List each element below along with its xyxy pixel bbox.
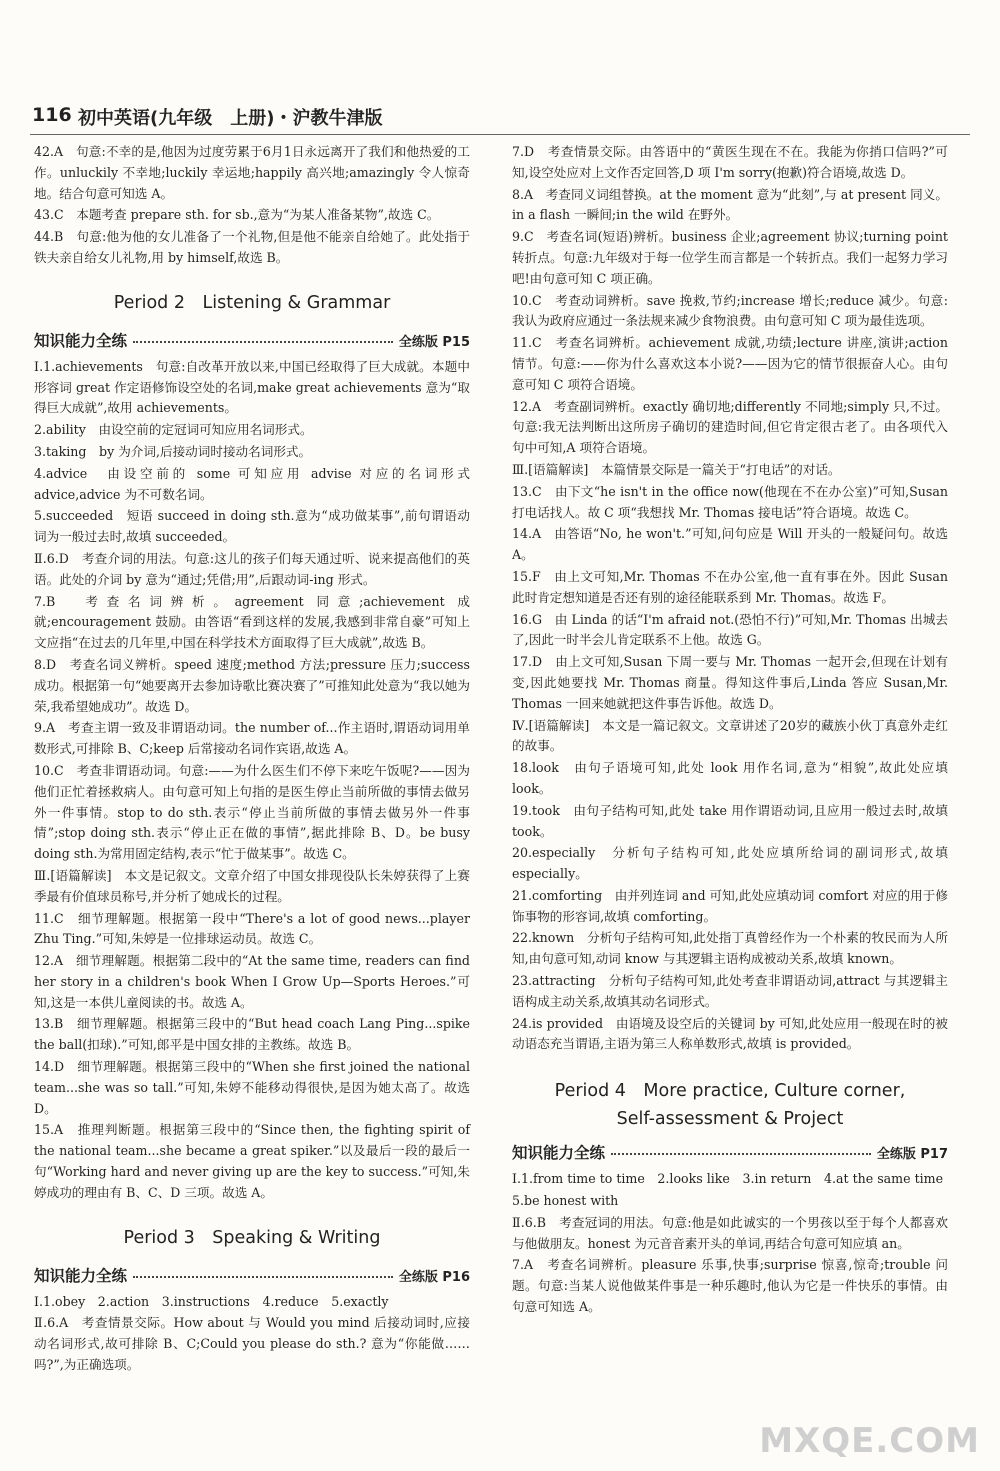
- answer-item: 10.C 考查非谓语动词。句意:——为什么医生们不停下来吃午饭呢?——因为他们正忙着拯救病人。由句意可知上句指的是医生停止当前所做的事情去做另外一件事情。stop to do sth.表示“停止当前所做的事情去做另外一件事情”;stop doing sth.表示“停止正在做的事情”,据此排除 B、D。be busy doing sth.为常用固定结构,表示“忙于做某事”。故选 C。: [34, 762, 470, 862]
- period-heading: Period 2 Listening & Grammar: [113, 292, 391, 313]
- header-rule: [30, 134, 970, 135]
- answer-item: 20.especially 分析句子结构可知,此处应填所给词的副词形式,故填 especially。: [512, 845, 948, 882]
- period-heading-line: Self-assessment & Project: [616, 1109, 844, 1130]
- answer-item: 15.A 推理判断题。根据第三段中的“Since then, the fighting spirit of the national team...she became a great spiker.”以及最后一段的最后一句“Working hard and never giving up are the key to success.”可知,朱婷成功的理由有 B、C、D 三项。故选 A。: [34, 1122, 470, 1200]
- right-column: [512, 142, 948, 1319]
- answer-item: 44.B 句意:他为他的女儿准备了一个礼物,但是他不能亲自给她了。此处指于铁夫亲自给女儿礼物,用 by himself,故选 B。: [34, 229, 470, 265]
- section-heading: [512, 1141, 948, 1163]
- answer-item: 10.C 考查动词辨析。save 挽救,节约;increase 增长;reduce 减少。句意:我认为政府应通过一条法规来减少食物浪费。由句意可知 C 项为最佳选项。: [512, 292, 948, 329]
- answer-item: 13.C 由下文“he isn't in the office now(他现在不在办公室)”可知,Susan 打电话找人。故 C 项“我想找 Mr. Thomas 接电话”符合语境。故选 C。: [512, 483, 948, 520]
- answer-item: 8.A 考查同义词组替换。at the moment 意为“此刻”,与 at present 同义。in a flash 一瞬间;in the wild 在野外。: [512, 186, 948, 223]
- answer-item: 19.took 由句子结构可知,此处 take 用作谓语动词,且应用一般过去时,故填 took。: [512, 802, 948, 839]
- answer-item: 22.known 分析句子结构可知,此处指丁真曾经作为一个朴素的牧民而为人所知,由句意可知,动词 know 与其逻辑主语构成被动关系,故填 known。: [512, 930, 948, 967]
- answer-item: Ⅱ.6.A 考查情景交际。How about 与 Would you mind 后接动词时,应接动名词形式,故可排除 B、C;Could you please do sth.? 意为“你能做……吗?”,为正确选项。: [34, 1315, 470, 1373]
- section-label: 知识能力全练: [512, 1144, 606, 1163]
- period-heading: [512, 1077, 948, 1133]
- period-heading: Period 3 Speaking & Writing: [123, 1227, 381, 1248]
- answer-item: 12.A 细节理解题。根据第二段中的“At the same time, readers can find her story in a children's book When I Grow Up—Sports Heroes.”可知,这是一本供儿童阅读的书。故选 A。: [34, 953, 470, 1010]
- answer-item: 24.is provided 由语境及设空后的关键词 by 可知,此处应用一般现在时的被动语态充当谓语,主语为第三人称单数形式,故填 is provided。: [512, 1015, 948, 1052]
- answer-item: 5.be honest with: [512, 1193, 619, 1209]
- section-label: 知识能力全练: [34, 1266, 128, 1285]
- answer-item: Ⅲ.[语篇解读] 本文是记叙文。文章介绍了中国女排现役队长朱婷获得了上赛季最有价值球员称号,并分析了她成长的过程。: [34, 867, 470, 904]
- book-title: 初中英语(九年级 上册)・沪教牛津版: [78, 108, 383, 129]
- answer-item: 7.B 考查名词辨析。agreement 同意;achievement 成就;encouragement 鼓励。由答语“看到这样的发展,我感到非常自豪”可知上文应指“在过去的几年里,中国在科学技术方面取得了巨大成就”,故选 B。: [34, 593, 470, 651]
- answer-item: 7.A 考查名词辨析。pleasure 乐事,快事;surprise 惊喜,惊奇;trouble 问题。句意:当某人说他做某件事是一种乐趣时,他认为它是一件快乐的事情。由句意可知选 A。: [512, 1257, 948, 1315]
- section-heading: [34, 1264, 470, 1286]
- section-label: 知识能力全练: [34, 331, 128, 350]
- answer-item: 2.ability 由设空前的定冠词可知应用名词形式。: [34, 422, 313, 438]
- answer-item: 7.D 考查情景交际。由答语中的“黄医生现在不在。我能为你捎口信吗?”可知,设空处应对上文作否定回答,D 项 I'm sorry(抱歉)符合语境,故选 D。: [512, 144, 948, 180]
- answer-item: 9.A 考查主谓一致及非谓语动词。the number of...作主语时,谓语动词用单数形式,可排除 B、C;keep 后常接动名词作宾语,故选 A。: [34, 720, 470, 757]
- dotted-leader: [133, 341, 393, 343]
- answer-item: Ⅰ.1.from time to time 2.looks like 3.in return 4.at the same time: [512, 1171, 944, 1187]
- page-header: [30, 100, 970, 134]
- answer-item: 15.F 由上文可知,Mr. Thomas 不在办公室,他一直有事在外。因此 Susan 此时肯定想知道是否还有别的途径能联系到 Mr. Thomas。故选 F。: [512, 568, 948, 605]
- answer-item: Ⅱ.6.D 考查介词的用法。句意:这儿的孩子们每天通过听、说来提高他们的英语。此处的介词 by 意为“通过;凭借;用”,后跟动词-ing 形式。: [34, 550, 470, 587]
- answer-item: 4.advice 由设空前的 some 可知应用 advise 对应的名词形式 advice,advice 为不可数名词。: [34, 465, 470, 502]
- answer-item: 23.attracting 分析句子结构可知,此处考查非谓语动词,attract 与其逻辑主语构成主动关系,故填其动名词形式。: [512, 973, 948, 1009]
- answer-item: 11.C 考查名词辨析。achievement 成就,功绩;lecture 讲座,演讲;action 情节。句意:——你为什么喜欢这本小说?——因为它的情节很振奋人心。由句意可知 C 项符合语境。: [512, 335, 948, 392]
- answer-item: 21.comforting 由并列连词 and 可知,此处应填动词 comfort 对应的用于修饰事物的形容词,故填 comforting。: [512, 887, 948, 924]
- left-column: [34, 142, 470, 1377]
- answer-item: 5.succeeded 短语 succeed in doing sth.意为“成功做某事”,前句谓语动词为一般过去时,故填 succeeded。: [34, 508, 470, 545]
- answer-item: Ⅳ.[语篇解读] 本文是一篇记叙文。文章讲述了20岁的藏族小伙丁真意外走红的故事。: [512, 717, 948, 754]
- answer-item: Ⅱ.6.B 考查冠词的用法。句意:他是如此诚实的一个男孩以至于每个人都喜欢与他做朋友。honest 为元音音素开头的单词,再结合句意可知应填 an。: [512, 1214, 948, 1251]
- answer-item: Ⅰ.1.achievements 句意:自改革开放以来,中国已经取得了巨大成就。本题中形容词 great 作定语修饰设空处的名词,make great achievements 意为“取得巨大成就”,故用 achievements。: [34, 358, 470, 416]
- answer-item: 12.A 考查副词辨析。exactly 确切地;differently 不同地;simply 只,不过。句意:我无法判断出这所房子确切的建造时间,但它肯定很古老了。由各项代入句中可知,A 项符合语境。: [512, 398, 948, 456]
- answer-item: 13.B 细节理解题。根据第三段中的“But head coach Lang Ping...spike the ball(扣球).”可知,郎平是中国女排的主教练。故选 B。: [34, 1016, 470, 1053]
- watermark: MXQE.COM: [759, 1421, 980, 1461]
- answer-item: 8.D 考查名词义辨析。speed 速度;method 方法;pressure 压力;success 成功。根据第一句“她要离开去参加诗歌比赛决赛了”可推知此处意为“我以她为荣,我希望她成功”。故选 D。: [34, 656, 470, 714]
- period-heading-line: Period 4 More practice, Culture corner,: [554, 1081, 906, 1102]
- answer-item: 16.G 由 Linda 的话“I'm afraid not.(恐怕不行)”可知,Mr. Thomas 出城去了,因此一时半会儿肯定联系不上他。故选 G。: [512, 611, 948, 648]
- dotted-leader: [611, 1153, 871, 1155]
- answer-item: 42.A 句意:不幸的是,他因为过度劳累于6月1日永远离开了我们和他热爱的工作。unluckily 不幸地;luckily 幸运地;happily 高兴地;amazingly 令人惊奇地。结合句意可知选 A。: [34, 144, 470, 201]
- section-heading: [34, 329, 470, 351]
- answer-item: 14.A 由答语“No, he won't.”可知,问句应是 Will 开头的一般疑问句。故选 A。: [512, 526, 948, 563]
- answer-item: 17.D 由上文可知,Susan 下周一要与 Mr. Thomas 一起开会,但现在计划有变,因此她要找 Mr. Thomas 商量。得知这件事后,Linda 答应 Susan,Mr. Thomas 一回来她就把这件事告诉他。故选 D。: [512, 654, 948, 711]
- answer-item: 3.taking by 为介词,后接动词时接动名词形式。: [34, 443, 312, 459]
- answer-item: Ⅲ.[语篇解读] 本篇情景交际是一篇关于“打电话”的对话。: [512, 461, 841, 477]
- version-reference: 全练版 P16: [398, 1269, 470, 1285]
- answer-item: 11.C 细节理解题。根据第一段中“There's a lot of good news...player Zhu Ting.”可知,朱婷是一位排球运动员。故选 C。: [34, 910, 470, 947]
- page-number: 116: [32, 104, 72, 126]
- answer-item: Ⅰ.1.obey 2.action 3.instructions 4.reduce 5.exactly: [34, 1293, 389, 1309]
- answer-item: 18.look 由句子语境可知,此处 look 用作名词,意为“相貌”,故此处应填 look。: [512, 760, 948, 796]
- version-reference: 全练版 P15: [398, 334, 470, 350]
- dotted-leader: [133, 1276, 393, 1278]
- answer-item: 43.C 本题考查 prepare sth. for sb.,意为“为某人准备某物”,故选 C。: [34, 207, 440, 223]
- answer-item: 9.C 考查名词(短语)辨析。business 企业;agreement 协议;turning point 转折点。句意:九年级对于每一位学生而言都是一个转折点。我们一起努力学习吧!由句意可知 C 项正确。: [512, 229, 948, 286]
- version-reference: 全练版 P17: [876, 1147, 948, 1163]
- answer-item: 14.D 细节理解题。根据第三段中的“When she first joined the national team...she was so tall.”可知,朱婷不能移动得很快,是因为她太高了。故选 D。: [34, 1059, 470, 1116]
